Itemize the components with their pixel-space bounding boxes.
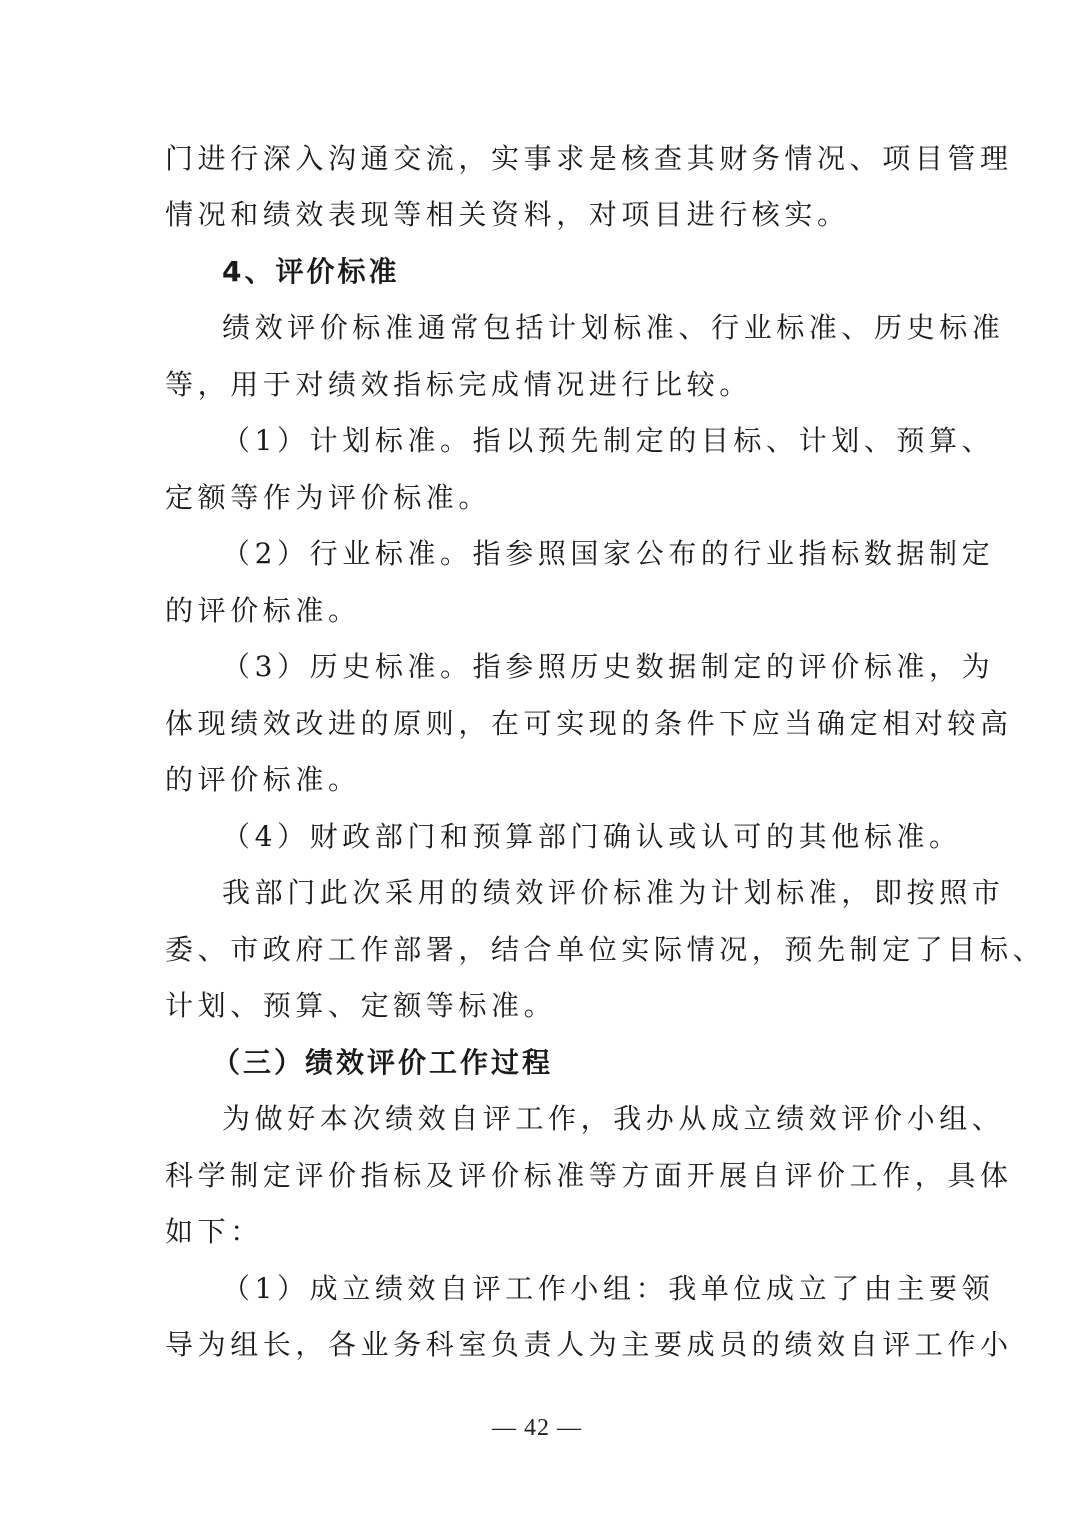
body-text-line: 科学制定评价指标及评价标准等方面开展自评价工作，具体 xyxy=(165,1159,1013,1192)
page-number: — 42 — xyxy=(492,1415,582,1441)
paragraph-first-line: 绩效评价标准通常包括计划标准、行业标准、历史标准 xyxy=(222,311,1005,344)
body-text-line: 定额等作为评价标准。 xyxy=(165,481,492,514)
list-item-first-line: （2）行业标准。指参照国家公布的行业指标数据制定 xyxy=(222,537,995,570)
body-text-line: 情况和绩效表现等相关资料，对项目进行核实。 xyxy=(165,198,850,231)
section-heading: （三）绩效评价工作过程 xyxy=(212,1046,554,1079)
paragraph-first-line: 我部门此次采用的绩效评价标准为计划标准，即按照市 xyxy=(222,876,1005,909)
list-item-first-line: （1）成立绩效自评工作小组：我单位成立了由主要领 xyxy=(222,1272,995,1305)
list-item-first-line: （4）财政部门和预算部门确认或认可的其他标准。 xyxy=(222,820,962,853)
section-heading: 4、评价标准 xyxy=(222,255,400,288)
body-text-line: 如下： xyxy=(165,1215,263,1248)
body-text-line: 计划、预算、定额等标准。 xyxy=(165,989,557,1022)
list-item-first-line: （1）计划标准。指以预先制定的目标、计划、预算、 xyxy=(222,424,995,457)
body-text-line: 体现绩效改进的原则，在可实现的条件下应当确定相对较高 xyxy=(165,707,1013,740)
list-item-first-line: （3）历史标准。指参照历史数据制定的评价标准，为 xyxy=(222,650,995,683)
paragraph-first-line: 为做好本次绩效自评工作，我办从成立绩效评价小组、 xyxy=(222,1102,1005,1135)
body-text-line: 等，用于对绩效指标完成情况进行比较。 xyxy=(165,368,752,401)
body-text-line: 的评价标准。 xyxy=(165,763,361,796)
body-text-line: 的评价标准。 xyxy=(165,594,361,627)
body-text-line: 委、市政府工作部署，结合单位实际情况，预先制定了目标、 xyxy=(165,933,1046,966)
body-text-line: 导为组长，各业务科室负责人为主要成员的绩效自评工作小 xyxy=(165,1328,1013,1361)
body-text-line: 门进行深入沟通交流，实事求是核查其财务情况、项目管理 xyxy=(165,142,1013,175)
